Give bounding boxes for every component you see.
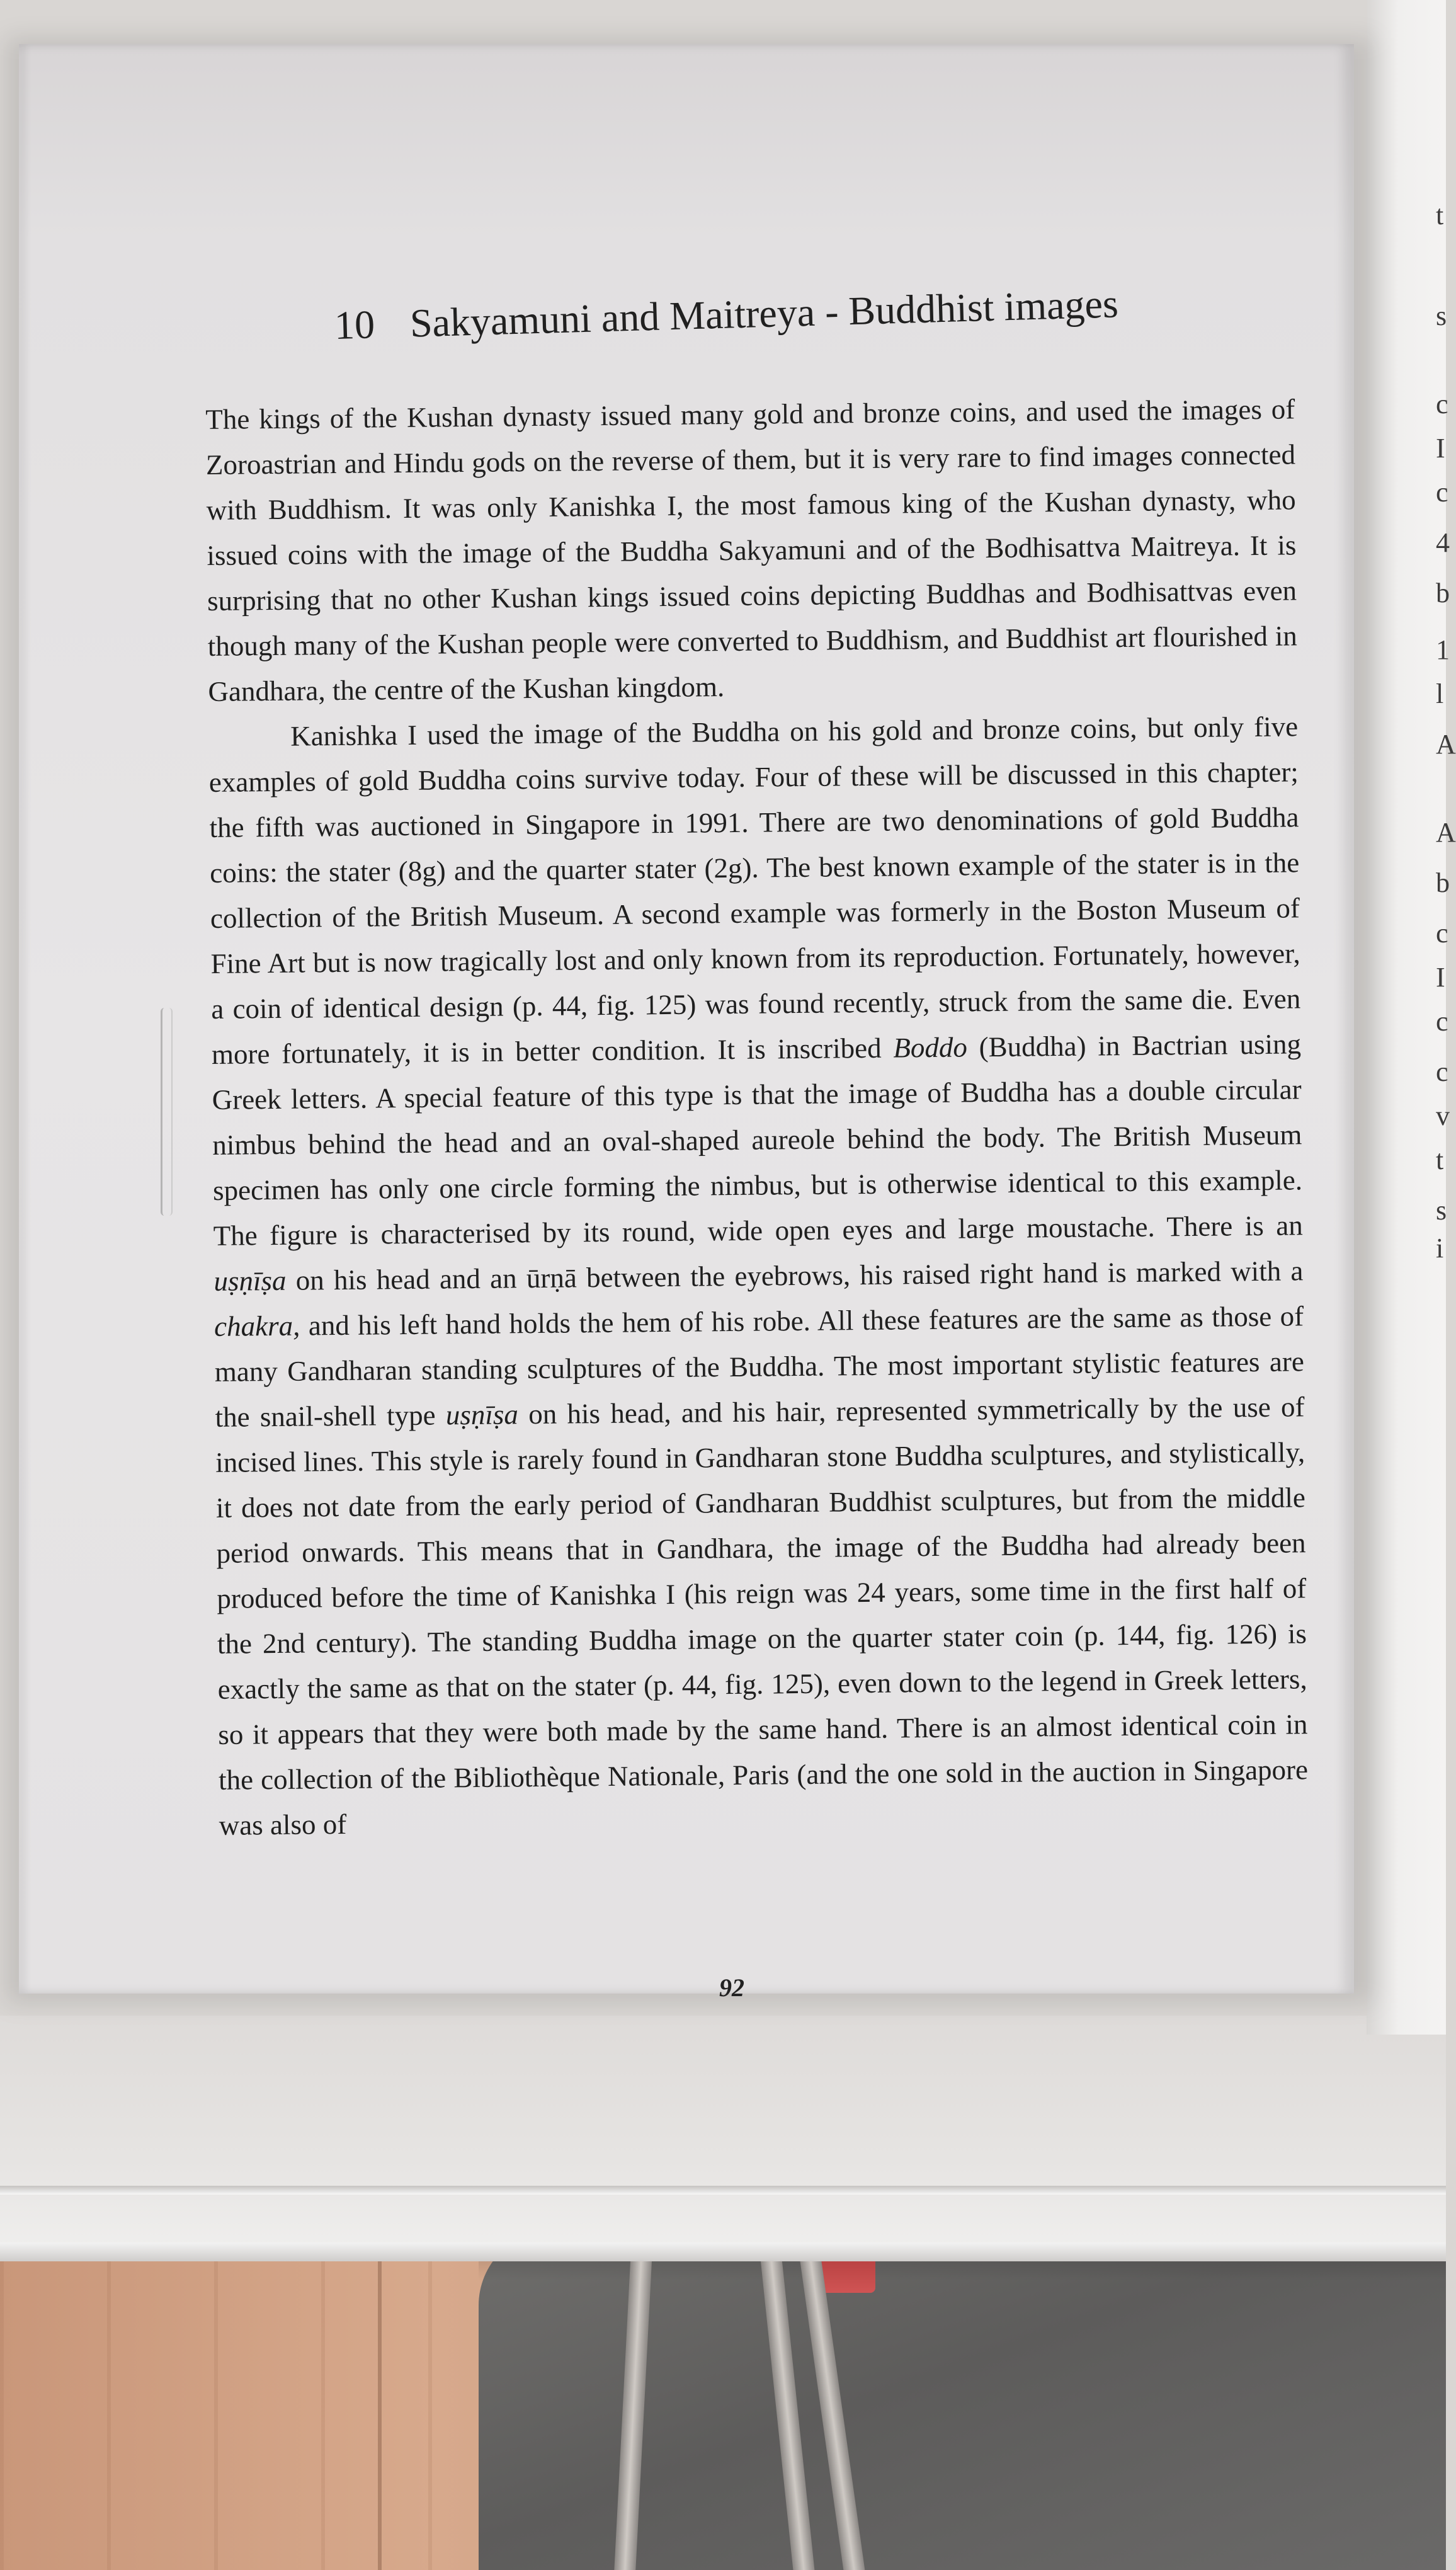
adjacent-page-glyph: t <box>1436 200 1444 231</box>
adjacent-page-glyph: b <box>1436 578 1450 608</box>
adjacent-page-glyph: A <box>1436 729 1456 760</box>
adjacent-page-glyph: i <box>1436 1233 1444 1264</box>
adjacent-page-glyph: I <box>1436 433 1445 464</box>
adjacent-page-glyph: l <box>1436 678 1444 709</box>
page-number: 92 <box>719 1973 744 2002</box>
adjacent-page-glyph: t <box>1436 1145 1444 1175</box>
text-run: on his head and an ūrṇā between the eyebrows, his raised right hand is marked with a <box>286 1255 1304 1296</box>
italic-term: uṣṇīṣa <box>445 1398 519 1431</box>
adjacent-page-glyph: 1 <box>1436 634 1450 665</box>
text-run: Kanishka I used the image of the Buddha on his gold and bronze coins, but only five examples of gold Buddha coins survive today. Four of these will be discussed in this chapter; the fifth was auctioned in Singapore in 1991. There are two denominations of gold Buddha coins: the stater (8g) and the quarter stater (2g). The best known example of the stater is in the collection of the British Museum. A second example was formerly in the Boston Museum of Fine Art but is now tragically lost and only known from its reproduction. Fortunately, however, a coin of identical design (p. 44, fig. 125) was found recently, struck from the same die. Even more fortunately, it is in better condition. It is inscribed <box>208 711 1301 1070</box>
adjacent-page-glyph: v <box>1436 1100 1450 1131</box>
text-run: (Buddha) in Bactrian using Greek letters. A special feature of this type is that the image of Buddha has a double circular nimbus behind the head and an oval-shaped aureole behind the body. The British Museum specimen has only one circle forming the nimbus, but is otherwise identical to this example. The figure is characterised by its round, wide open eyes and large moustache. There is an <box>212 1028 1303 1252</box>
adjacent-page-glyph: c <box>1436 918 1448 949</box>
pencil-mark <box>161 1008 173 1216</box>
adjacent-page-glyph: c <box>1436 477 1448 508</box>
adjacent-page-glyph: c <box>1436 389 1448 420</box>
book-page <box>19 44 1354 2002</box>
chapter-title: Sakyamuni and Maitreya - Buddhist images <box>409 281 1119 346</box>
paragraph <box>208 704 1309 1848</box>
text-run: on his head, and his hair, represented symmetrically by the use of incised lines. This style is rarely found in Gandharan stone Buddha sculptures, and stylistically, it does not date from the early period of Gandharan Buddhist sculptures, but from the middle period onwards. This means that in Gandhara, the image of the Buddha had already been produced before the time of Kanishka I (his reign was 24 years, some time in the first half of the 2nd century). The standing Buddha image on the quarter stater coin (p. 144, fig. 126) is exactly the same as that on the stater (p. 44, fig. 125), even down to the legend in Greek letters, so it appears that they were both made by the same hand. There is an almost identical coin in the collection of the Bibliothèque Nationale, Paris (and the one sold in the auction in Singapore was also of <box>215 1391 1309 1841</box>
chapter-heading <box>334 278 1217 349</box>
adjacent-page-glyph: A <box>1436 817 1456 848</box>
paragraph: The kings of the Kushan dynasty issued many gold and bronze coins, and used the images of Zoroastrian and Hindu gods on the reverse of them, but it is very rare to find images connected with Buddhism. It was only Kanishka I, the most famous king of the Kushan dynasty, who issued coins with the image of the Buddha Sakyamuni and of the Bodhisattva Maitreya. It is surprising that no other Kushan kings issued coins depicting Buddhas and Bodhisattvas even though many of the Kushan people were converted to Buddhism, and Buddhist art flourished in Gandhara, the centre of the Kushan kingdom. <box>205 393 1297 707</box>
adjacent-page-glyph: s <box>1436 1195 1447 1226</box>
italic-term: uṣṇīṣa <box>213 1264 287 1297</box>
table-edge <box>0 2186 1446 2195</box>
table-surface <box>0 2016 1446 2255</box>
adjacent-page-glyph: s <box>1436 300 1447 331</box>
text-run: and his left hand holds the hem of his robe. All these features are the same as those of many Gandharan standing sculptures of the Buddha. The most important stylistic features are the snail-shell type <box>214 1300 1305 1433</box>
adjacent-page-glyph: b <box>1436 867 1450 898</box>
chapter-number: 10 <box>334 302 375 348</box>
adjacent-page-glyph: I <box>1436 962 1445 993</box>
adjacent-page-glyph: c <box>1436 1056 1448 1087</box>
table-edge <box>0 2242 1446 2261</box>
adjacent-page-glyph: c <box>1436 1006 1448 1037</box>
italic-term: Boddo <box>893 1031 968 1064</box>
italic-term: chakra, <box>213 1310 300 1342</box>
adjacent-page-glyph: 4 <box>1436 527 1450 558</box>
adjacent-page <box>1367 0 1446 2035</box>
body-text <box>205 386 1309 1848</box>
